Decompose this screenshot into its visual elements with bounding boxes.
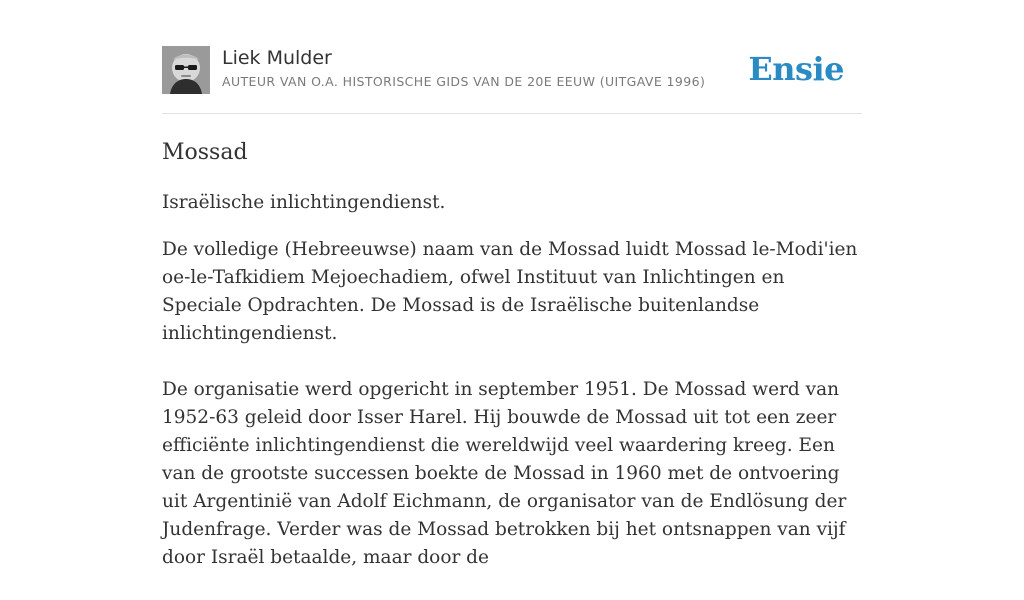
avatar-portrait-icon [162, 46, 210, 94]
author-name[interactable]: Liek Mulder [222, 47, 332, 69]
article-paragraph-2: De organisatie werd opgericht in september 1951. De Mossad werd van 1952-63 geleid door Isser Harel. Hij bouwde de Mossad uit tot een zeer efficiënte inlichtingendienst die wereldwijd veel waardering kreeg. Een van de grootste successen boekte de Mossad in 1960 met de ontvoering uit Argentinië van Adolf Eichmann, de organisator van de Endlösung der Judenfrage. Verder was de Mossad betrokken bij het ontsnappen van vijf door Israël betaalde, maar door de [162, 379, 847, 568]
ensie-logo[interactable]: Ensie [748, 50, 844, 88]
article-title: Mossad [162, 140, 248, 165]
author-avatar[interactable] [162, 46, 210, 94]
article-paragraph-1: De volledige (Hebreeuwse) naam van de Mossad luidt Mossad le-Modi'ien oe-le-Tafkidiem Mejoechadiem, ofwel Instituut van Inlichtingen en Speciale Opdrachten. De Mossad is de Israëlische buitenlandse inlichtingendienst. [162, 239, 858, 344]
article-subtitle: Israëlische inlichtingendienst. [162, 192, 446, 213]
author-description: AUTEUR VAN O.A. HISTORISCHE GIDS VAN DE 20E EEUW (UITGAVE 1996) [222, 74, 706, 89]
article-content [162, 138, 862, 600]
header-divider [162, 113, 862, 114]
author-header [162, 46, 862, 114]
